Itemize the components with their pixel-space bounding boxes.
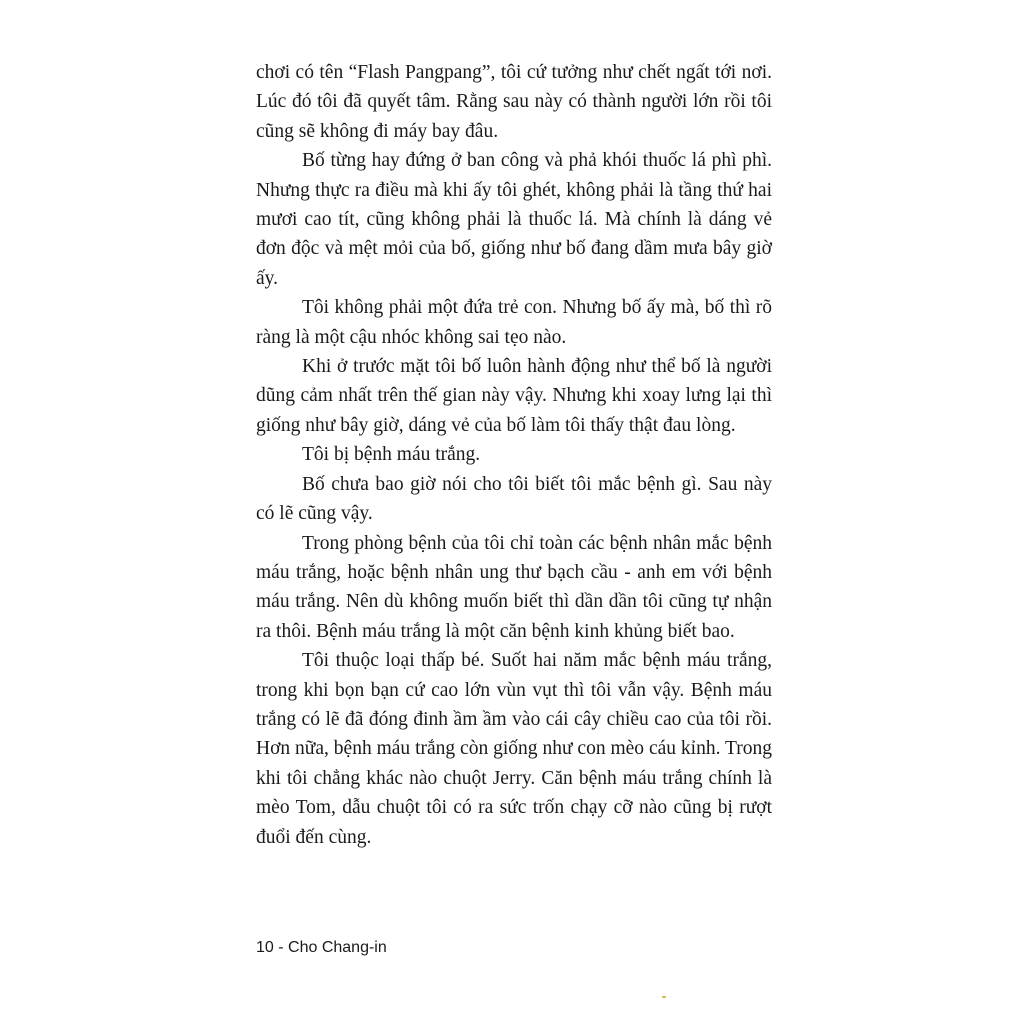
paragraph: Bố từng hay đứng ở ban công và phả khói thuốc lá phì phì. Nhưng thực ra điều mà khi ấy tôi ghét, không phải là tầng thứ hai mươi cao tít, cũng không phải là thuốc lá. Mà chính là dáng vẻ đơn độc và mệt mỏi của bố, giống như bố đang dầm mưa bây giờ ấy. — [256, 150, 772, 289]
book-page-text — [256, 58, 772, 852]
paragraph: Trong phòng bệnh của tôi chỉ toàn các bệnh nhân mắc bệnh máu trắng, hoặc bệnh nhân ung thư bạch cầu - anh em với bệnh máu trắng. Nên dù không muốn biết thì dần dần tôi cũng tự nhận ra thôi. Bệnh máu trắng là một căn bệnh kinh khủng biết bao. — [256, 532, 772, 642]
page-footer: 10 - Cho Chang-in — [256, 939, 387, 956]
paragraph: Khi ở trước mặt tôi bố luôn hành động như thể bố là người dũng cảm nhất trên thế gian này vậy. Nhưng khi xoay lưng lại thì giống như bây giờ, dáng vẻ của bố làm tôi thấy thật đau lòng. — [256, 356, 772, 436]
paragraph: Tôi thuộc loại thấp bé. Suốt hai năm mắc bệnh máu trắng, trong khi bọn bạn cứ cao lớn vùn vụt thì tôi vẫn vậy. Bệnh máu trắng có lẽ đã đóng đinh ầm ầm vào cái cây chiều cao của tôi rồi. Hơn nữa, bệnh máu trắng còn giống như con mèo cáu kỉnh. Trong khi tôi chẳng khác nào chuột Jerry. Căn bệnh máu trắng chính là mèo Tom, dẫu chuột tôi có ra sức trốn chạy cỡ nào cũng bị rượt đuổi đến cùng. — [256, 650, 772, 848]
paragraph-continuation: chơi có tên “Flash Pangpang”, tôi cứ tưởng như chết ngất tới nơi. Lúc đó tôi đã quyết tâm. Rằng sau này có thành người lớn rồi tôi cũng sẽ không đi máy bay đâu. — [256, 62, 772, 142]
print-speck — [662, 996, 666, 998]
paragraph: Tôi bị bệnh máu trắng. — [302, 444, 481, 466]
paragraph: Bố chưa bao giờ nói cho tôi biết tôi mắc bệnh gì. Sau này có lẽ cũng vậy. — [256, 473, 772, 525]
paragraph: Tôi không phải một đứa trẻ con. Nhưng bố ấy mà, bố thì rõ ràng là một cậu nhóc không sai tẹo nào. — [256, 297, 772, 348]
